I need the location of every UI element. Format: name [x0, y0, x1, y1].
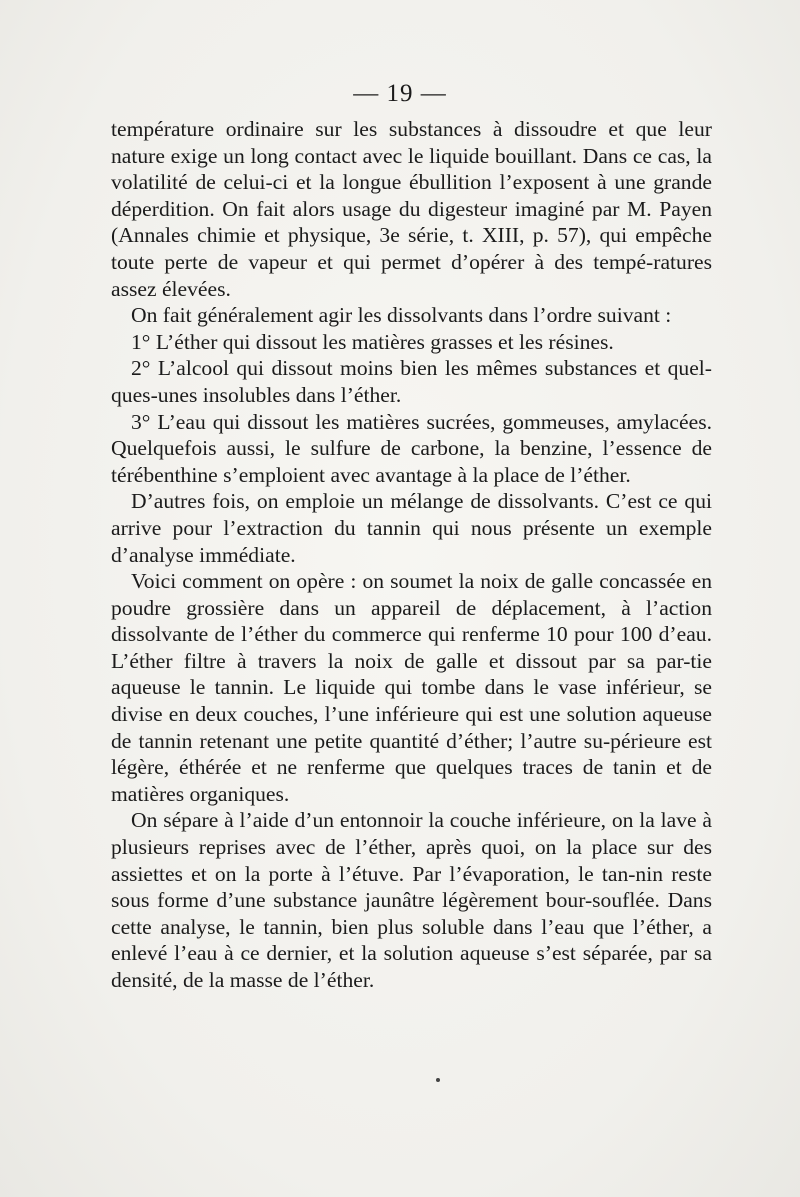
list-item: 3° L’eau qui dissout les matières sucrées, gommeuses, amylacées. Quelquefois aussi, le sulfure de carbone, la benzine, l’essence de térébenthine s’emploient avec avantage à la place de l’éther.: [111, 409, 712, 487]
paragraph: On fait généralement agir les dissolvants dans l’ordre suivant :: [131, 303, 672, 328]
paragraph: On sépare à l’aide d’un entonnoir la couche inférieure, on la lave à plusieurs reprises avec de l’éther, après quoi, on la place sur des assiettes et on la porte à l’étuve. Par l’évaporation, le tan-nin reste sous forme d’une substance jaunâtre légèrement bour-souflée. Dans cette analyse, le tannin, bien plus soluble dans l’eau que l’éther, a enlevé l’eau à ce dernier, et la solution aqueuse s’est séparée, par sa densité, de la masse de l’éther.: [111, 808, 712, 992]
paragraph: D’autres fois, on emploie un mélange de dissolvants. C’est ce qui arrive pour l’extraction du tannin qui nous présente un exemple d’analyse immédiate.: [111, 489, 712, 567]
list-item: 2° L’alcool qui dissout moins bien les mêmes substances et quel-ques-unes insolubles dans l’éther.: [111, 356, 712, 407]
list-item: 1° L’éther qui dissout les matières grasses et les résines.: [131, 329, 614, 354]
page-number: — 19 —: [353, 80, 447, 107]
ink-speck: [436, 1078, 440, 1082]
paragraph: température ordinaire sur les substances à dissoudre et que leur nature exige un long contact avec le liquide bouillant. Dans ce cas, la volatilité de celui-ci et la longue ébullition l’exposent à une grande déperdition. On fait alors usage du digesteur imaginé par M. Payen (Annales chimie et physique, 3e série, t. XIII, p. 57), qui empêche toute perte de vapeur et qui permet d’opérer à des tempé-ratures assez élevées.: [111, 117, 712, 301]
body-text: [111, 116, 712, 994]
paragraph: Voici comment on opère : on soumet la noix de galle concassée en poudre grossière dans un appareil de déplacement, à l’action dissolvante de l’éther du commerce qui renferme 10 pour 100 d’eau. L’éther filtre à travers la noix de galle et dissout par sa par-tie aqueuse le tannin. Le liquide qui tombe dans le vase inférieur, se divise en deux couches, l’une inférieure qui est une solution aqueuse de tannin retenant une petite quantité d’éther; l’autre su-périeure est légère, éthérée et ne renferme que quelques traces de tanin et de matières organiques.: [111, 569, 712, 806]
